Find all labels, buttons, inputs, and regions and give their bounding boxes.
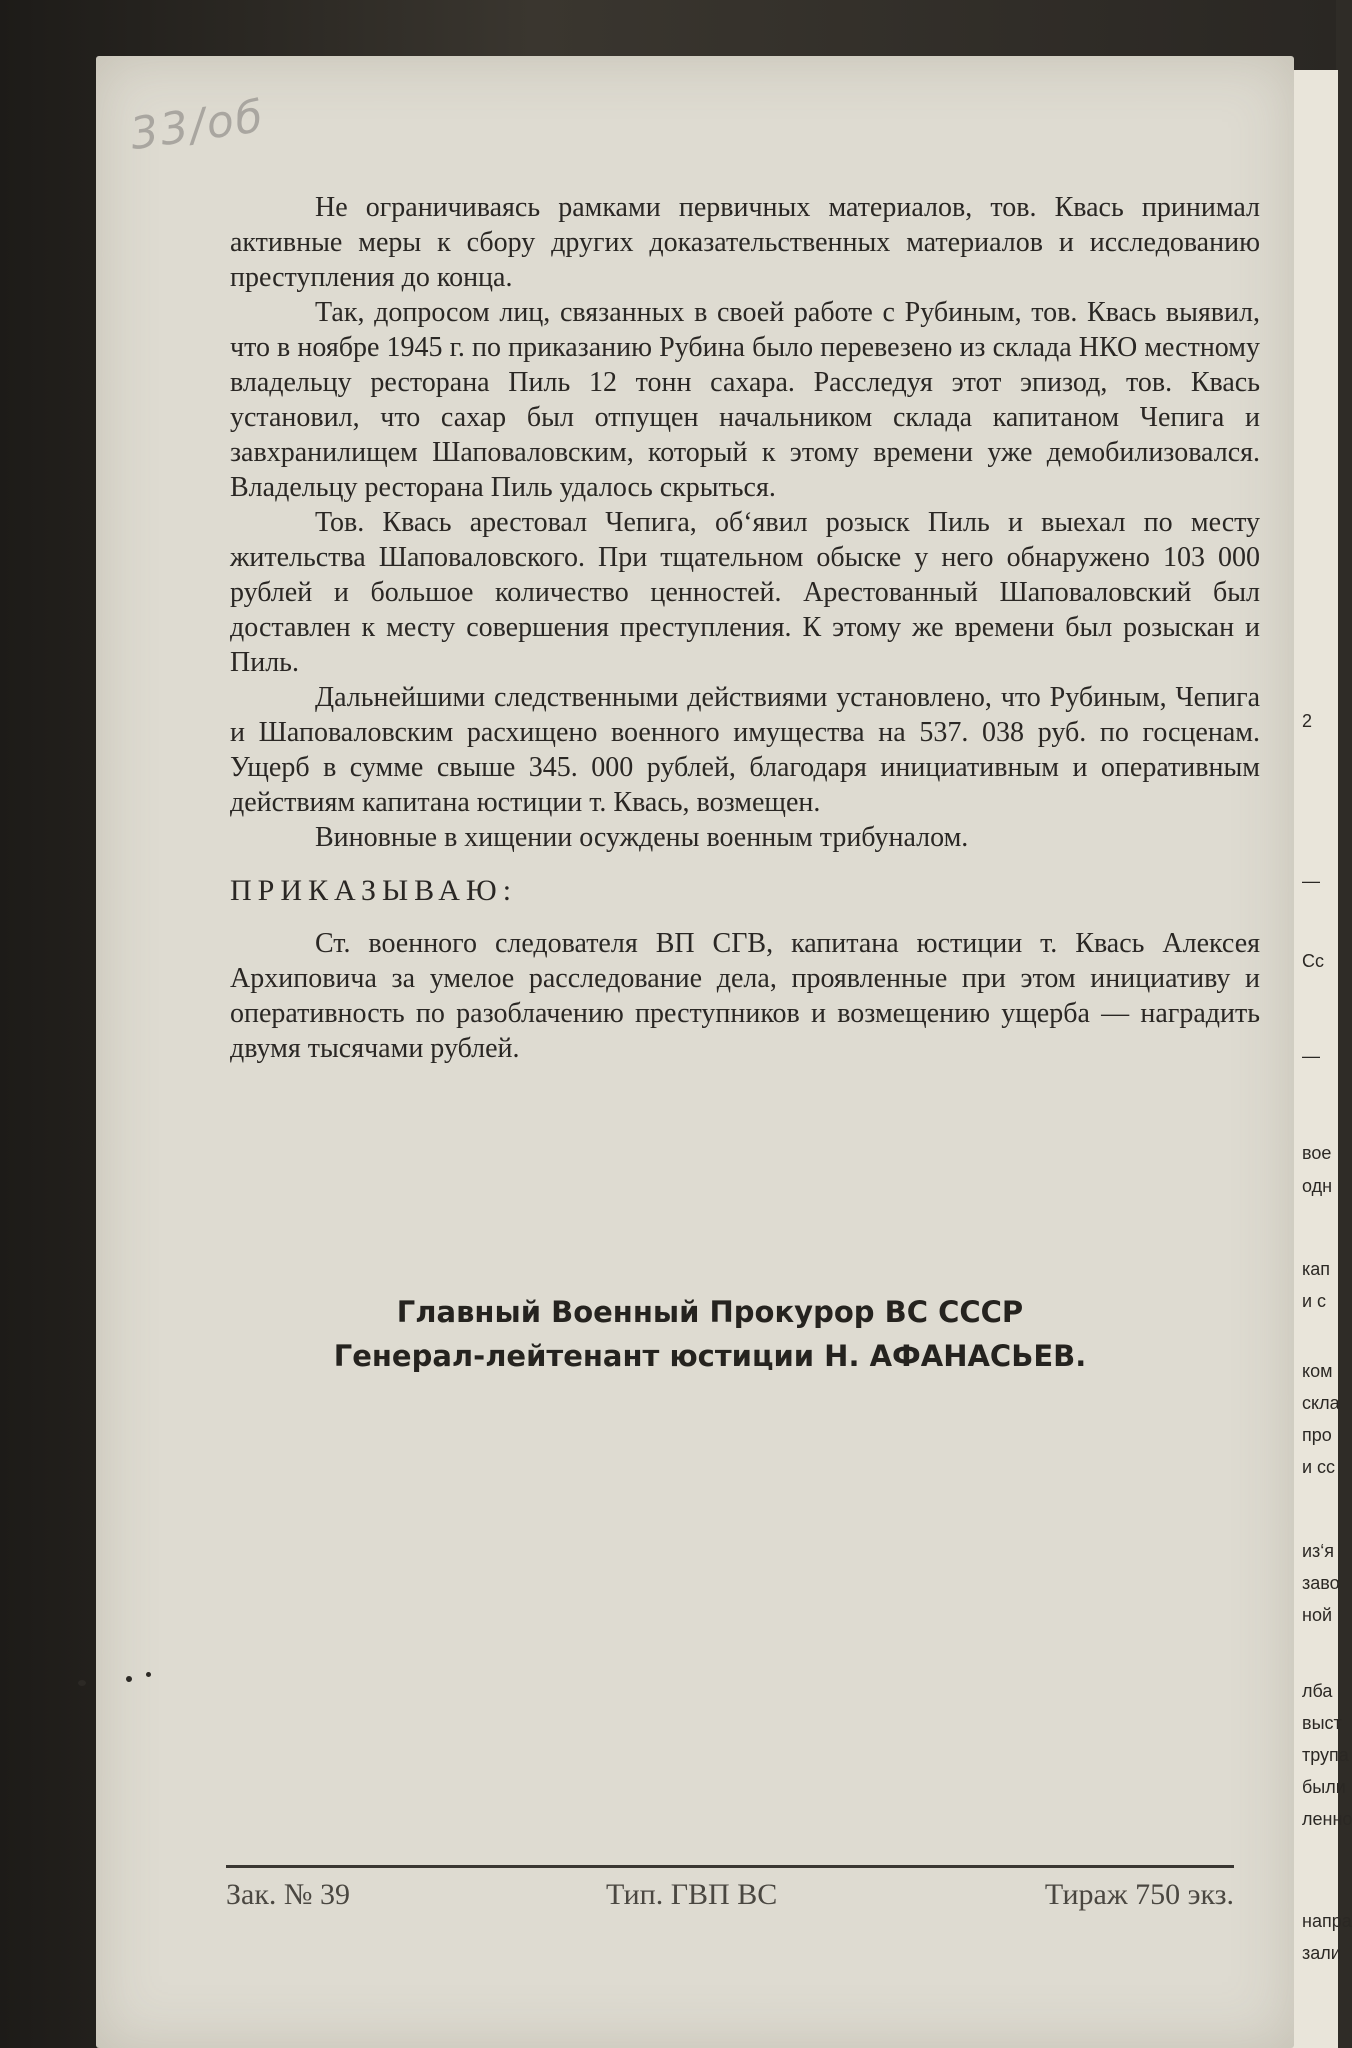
archive-pencil-mark: 33/об [127, 90, 268, 161]
fragment: одн [1302, 1176, 1333, 1196]
signature-name: Генерал-лейтенант юстиции Н. АФАНАСЬЕВ. [333, 1339, 1087, 1373]
imprint-footer [226, 1878, 1234, 1918]
print-run: Тираж 750 экз. [1044, 1878, 1234, 1911]
fragment: ленно [1302, 1809, 1352, 1829]
order-paragraph: Ст. военного следователя ВП СГВ, капитана юстиции т. Квась Алексея Архиповича за умелое расследование дела, проявленные при этом инициативу и оперативность по разоблачению преступников и возмещению ущерба — наградить двумя тысячами рублей. [230, 928, 1260, 1064]
paragraph: Не ограничиваясь рамками первичных материалов, тов. Квась принимал активные меры к сбору других доказательственных материалов и исследованию преступления до конца. [230, 192, 1260, 293]
fragment: зали [1302, 1943, 1341, 1963]
fragment: — [1302, 871, 1320, 891]
fragment: кап [1302, 1259, 1331, 1279]
order-heading: ПРИКАЗЫВАЮ: [230, 874, 518, 907]
paragraph: Виновные в хищении осуждены военным трибуналом. [315, 822, 969, 853]
fragment: были [1302, 1777, 1346, 1797]
paragraph: Тов. Квась арестовал Чепига, об‘явил розыск Пиль и выехал по месту жительства Шаповаловского. При тщательном обыске у него обнаружено 103 000 рублей и большое количество ценностей. Арестованный Шаповаловский был доставлен к месту совершения преступления. К этому же времени был розыскан и Пиль. [230, 507, 1260, 678]
signature-block [230, 1290, 1260, 1378]
fragment: выст [1302, 1713, 1342, 1733]
fragment: лба [1302, 1681, 1333, 1701]
fragment: 2 [1302, 711, 1313, 731]
fragment: про [1302, 1425, 1332, 1445]
fragment: и с [1302, 1291, 1327, 1311]
ink-speck [78, 1680, 86, 1686]
fragment: напра [1302, 1911, 1352, 1931]
document-body [230, 190, 1260, 1066]
fragment: и сс [1302, 1457, 1336, 1477]
fragment: ком [1302, 1361, 1333, 1381]
ink-speck [146, 1672, 151, 1677]
signature-title: Главный Военный Прокурор ВС СССР [396, 1295, 1024, 1329]
fragment: скла [1302, 1393, 1340, 1413]
fragment: ной [1302, 1605, 1333, 1625]
fragment: трупа [1302, 1745, 1349, 1765]
fragment: Сс [1302, 951, 1324, 971]
printer-name: Тип. ГВП ВС [606, 1878, 778, 1911]
fragment: заво [1302, 1573, 1340, 1593]
order-number: Зак. № 39 [226, 1878, 351, 1911]
paragraph: Так, допросом лиц, связанных в своей работе с Рубиным, тов. Квась выявил, что в ноябре 1945 г. по приказанию Рубина было перевезено из склада НКО местному владельцу ресторана Пиль 12 тонн сахара. Расследуя этот эпизод, тов. Квась установил, что сахар был отпущен начальником склада капитаном Чепига и завхранилищем Шаповаловским, который к этому времени уже демобилизовался. Владельцу ресторана Пиль удалось скрыться. [230, 297, 1260, 503]
ink-speck [126, 1676, 132, 1682]
footer-divider [226, 1865, 1234, 1868]
paragraph: Дальнейшими следственными действиями установлено, что Рубиным, Чепига и Шаповаловским расхищено военного имущества на 537. 038 руб. по госценам. Ущерб в сумме свыше 345. 000 рублей, благодаря инициативным и оперативным действиям капитана юстиции т. Квась, возмещен. [230, 682, 1260, 818]
fragment: из‘я [1302, 1541, 1335, 1561]
fragment: вое [1302, 1143, 1332, 1163]
fragment: — [1302, 1046, 1320, 1066]
